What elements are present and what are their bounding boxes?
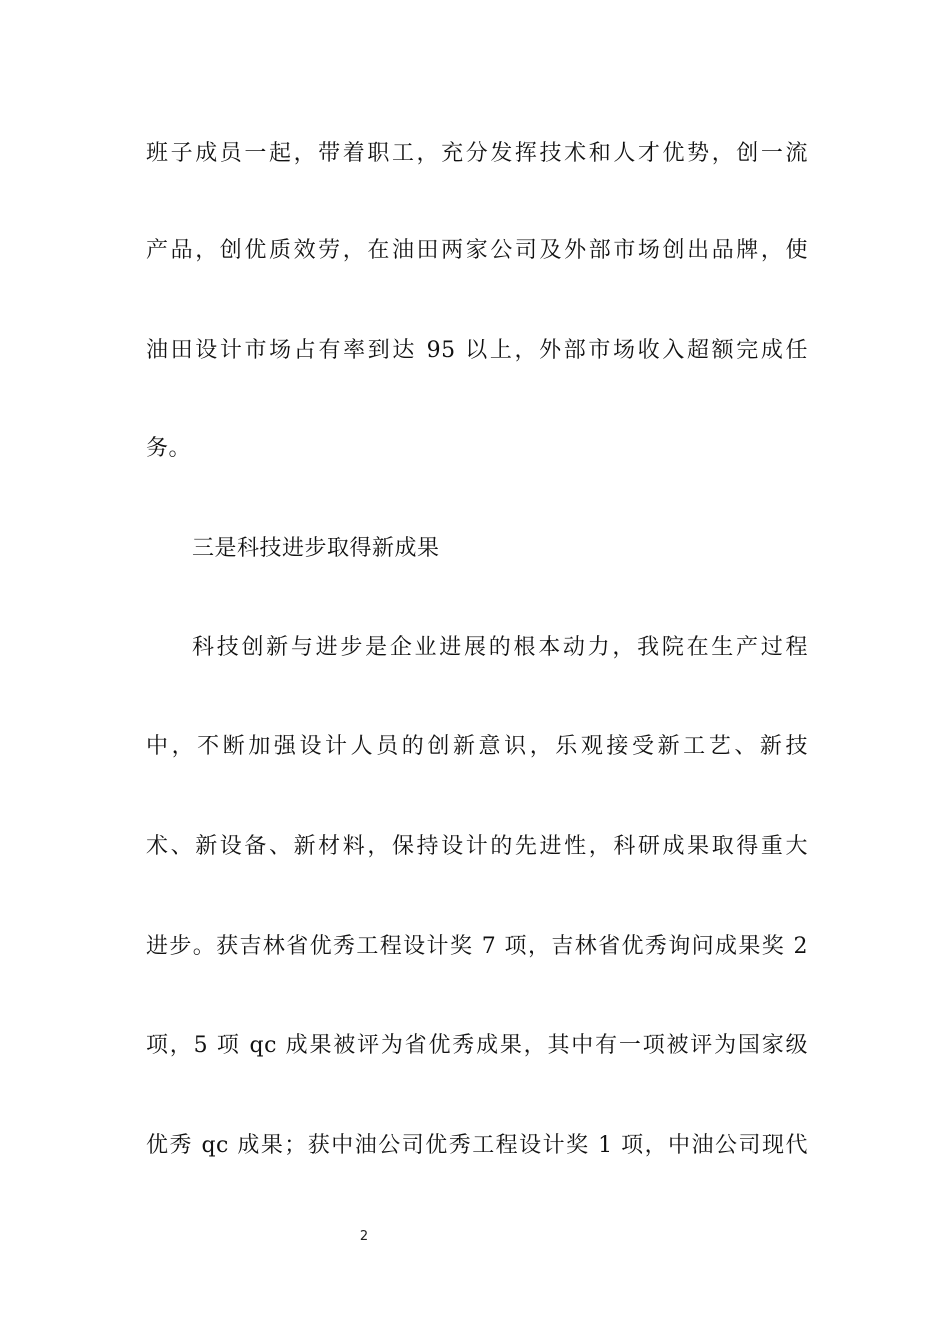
paragraph-1-line-2: 产品，创优质效劳，在油田两家公司及外部市场创出品牌，使 xyxy=(146,238,808,263)
paragraph-2-line-2: 中，不断加强设计人员的创新意识，乐观接受新工艺、新技 xyxy=(146,734,808,759)
paragraph-2-line-6: 优秀 qc 成果；获中油公司优秀工程设计奖 1 项，中油公司现代 xyxy=(146,1133,808,1158)
section-heading: 三是科技进步取得新成果 xyxy=(192,536,440,561)
paragraph-1-line-3: 油田设计市场占有率到达 95 以上，外部市场收入超额完成任 xyxy=(146,338,808,363)
page-number: 2 xyxy=(359,1229,369,1244)
paragraph-1-line-1: 班子成员一起，带着职工，充分发挥技术和人才优势，创一流 xyxy=(146,141,808,166)
paragraph-2-line-3: 术、新设备、新材料，保持设计的先进性，科研成果取得重大 xyxy=(146,834,808,859)
paragraph-2-line-1: 科技创新与进步是企业进展的根本动力，我院在生产过程 xyxy=(192,635,808,660)
paragraph-2-line-5: 项，5 项 qc 成果被评为省优秀成果，其中有一项被评为国家级 xyxy=(146,1033,808,1058)
paragraph-1-line-4: 务。 xyxy=(146,436,192,461)
paragraph-2-line-4: 进步。获吉林省优秀工程设计奖 7 项，吉林省优秀询问成果奖 2 xyxy=(146,934,808,959)
